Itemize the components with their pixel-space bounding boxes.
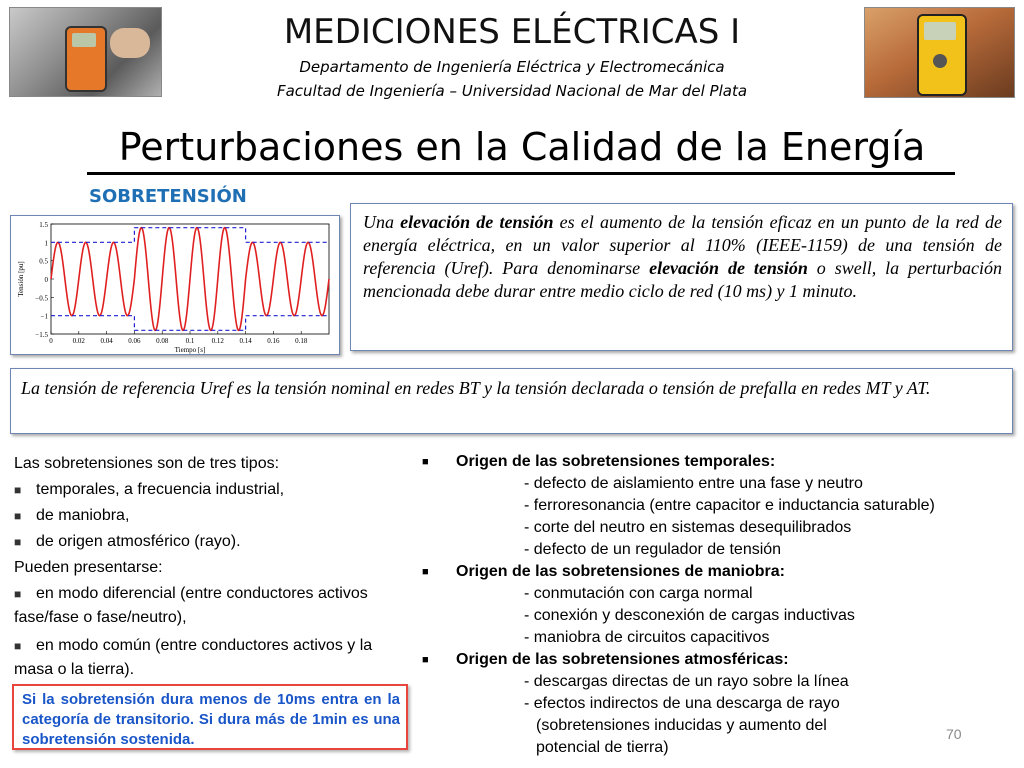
modes-intro: Pueden presentarse: xyxy=(14,559,163,576)
reference-note-box xyxy=(10,368,1013,434)
list-item-text: en modo diferencial (entre conductores activos fase/fase o fase/neutro), xyxy=(14,585,368,626)
reference-note-text: La tensión de referencia Uref es la tensión nominal en redes BT y la tensión declarada o tensión de prefalla en redes MT y AT. xyxy=(21,378,931,398)
list-item xyxy=(14,503,410,529)
multimeter-photo-right xyxy=(864,7,1015,98)
title-underline xyxy=(87,172,955,175)
square-bullet-icon: ■ xyxy=(14,509,22,523)
x-tick-label: 0.16 xyxy=(267,337,280,345)
meter-display-icon xyxy=(72,33,96,47)
definition-emphasis: elevación de tensión xyxy=(649,258,808,278)
faculty-name: Facultad de Ingeniería – Universidad Nacional de Mar del Plata xyxy=(276,82,748,100)
hand-icon xyxy=(110,28,150,58)
list-item xyxy=(14,581,410,628)
origin-heading-text: Origen de las sobretensiones de maniobra: xyxy=(456,563,785,580)
origin-heading xyxy=(420,649,1020,671)
overvoltage-types xyxy=(14,451,410,685)
origin-item: - conexión y desconexión de cargas inductivas xyxy=(524,607,855,624)
origin-heading xyxy=(420,451,1020,473)
list-item xyxy=(14,633,410,680)
definition-text: es el aumento de la tensión eficaz en un punto de la red de energía eléctrica, en un valor superior al 110% (IEEE-1159) de una tensión de referencia (Uref). Para denominarse xyxy=(363,212,1003,278)
square-bullet-icon: ■ xyxy=(422,456,429,468)
x-tick-label: 0.12 xyxy=(211,337,224,345)
origin-item: - conmutación con carga normal xyxy=(524,585,753,602)
y-tick-label: 0.5 xyxy=(39,257,48,266)
transient-note-text: Si la sobretensión dura menos de 10ms entra en la categoría de transitorio. Si dura más de 1min es una sobretensión sostenida. xyxy=(22,691,400,748)
origin-item: - descargas directas de un rayo sobre la línea xyxy=(524,673,849,690)
origin-item: (sobretensiones inducidas y aumento del xyxy=(536,717,827,734)
definition-text: o swell, la perturbación mencionada debe durar entre medio ciclo de red (10 ms) y 1 minuto. xyxy=(363,258,1002,301)
voltage-swell-chart xyxy=(10,215,340,355)
x-tick-label: 0.04 xyxy=(100,337,113,345)
square-bullet-icon: ■ xyxy=(422,566,429,578)
origin-item: - efectos indirectos de una descarga de rayo xyxy=(524,695,840,712)
list-item-text: temporales, a frecuencia industrial, xyxy=(36,481,285,498)
definition-box xyxy=(350,203,1013,351)
origin-heading-text: Origen de las sobretensiones atmosféricas: xyxy=(456,651,789,668)
origin-item: - defecto de un regulador de tensión xyxy=(524,541,782,558)
list-item-text: en modo común (entre conductores activos y la masa o la tierra). xyxy=(14,637,373,678)
y-tick-label: −1 xyxy=(40,312,48,321)
multimeter-photo-left xyxy=(9,7,162,97)
square-bullet-icon: ■ xyxy=(422,654,429,666)
chart-svg xyxy=(11,216,339,354)
origin-item: potencial de tierra) xyxy=(536,739,669,756)
y-axis-label: Tensión [pu] xyxy=(17,261,25,297)
meter-dial-icon xyxy=(933,54,947,68)
list-item-text: de origen atmosférico (rayo). xyxy=(36,533,241,550)
origin-item: - defecto de aislamiento entre una fase y neutro xyxy=(524,475,863,492)
y-tick-label: −0.5 xyxy=(35,294,48,303)
x-tick-label: 0.02 xyxy=(72,337,85,345)
square-bullet-icon: ■ xyxy=(14,587,22,601)
list-item xyxy=(14,529,410,555)
y-tick-label: 1 xyxy=(44,239,48,248)
origin-item: - maniobra de circuitos capacitivos xyxy=(524,629,770,646)
list-item xyxy=(14,477,410,503)
page-number: 70 xyxy=(946,726,962,742)
x-tick-label: 0.18 xyxy=(295,337,308,345)
y-tick-label: 1.5 xyxy=(39,221,48,229)
y-tick-label: 0 xyxy=(44,276,48,284)
y-tick-label: −1.5 xyxy=(35,331,48,339)
transient-note xyxy=(12,684,408,750)
list-item-text: de maniobra, xyxy=(36,507,130,524)
x-tick-label: 0.1 xyxy=(185,337,195,345)
meter-display-icon xyxy=(924,22,956,40)
x-tick-label: 0.14 xyxy=(239,337,252,345)
slide-title: Perturbaciones en la Calidad de la Energía xyxy=(118,125,926,169)
origin-item: - ferroresonancia (entre capacitor e inductancia saturable) xyxy=(524,497,935,514)
department-name: Departamento de Ingeniería Eléctrica y Electromecánica xyxy=(299,58,725,76)
overvoltage-origins xyxy=(420,451,1020,759)
origin-item: - corte del neutro en sistemas desequilibrados xyxy=(524,519,852,536)
square-bullet-icon: ■ xyxy=(14,639,22,653)
origin-heading-text: Origen de las sobretensiones temporales: xyxy=(456,453,776,470)
x-tick-label: 0.08 xyxy=(156,337,169,345)
definition-text: Una xyxy=(363,212,401,232)
origin-heading xyxy=(420,561,1020,583)
x-tick-label: 0.06 xyxy=(128,337,141,345)
x-tick-label: 0 xyxy=(49,337,53,345)
definition-emphasis: elevación de tensión xyxy=(400,212,554,232)
square-bullet-icon: ■ xyxy=(14,535,22,549)
x-axis-label: Tiempo [s] xyxy=(174,346,206,354)
course-title: MEDICIONES ELÉCTRICAS I xyxy=(283,12,741,52)
square-bullet-icon: ■ xyxy=(14,483,22,497)
types-intro: Las sobretensiones son de tres tipos: xyxy=(14,455,280,472)
section-heading: SOBRETENSIÓN xyxy=(89,186,247,207)
